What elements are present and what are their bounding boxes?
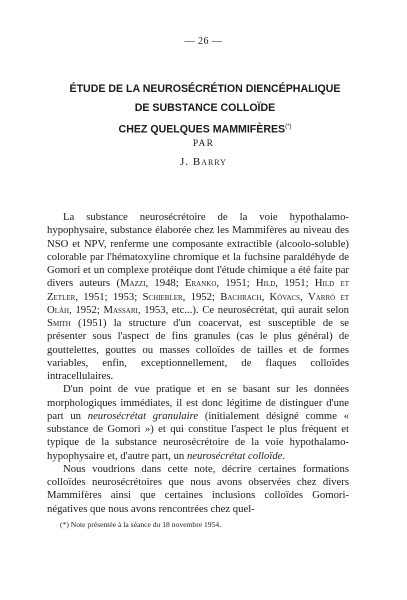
paragraph-text: (1951) la structure d'un coacervat, est susceptible de se présenter sous l'aspect de fins granules (cas le plus général) de gouttelettes, gouttes ou masses colloïdes de tailles et de formes variables, enfin, exceptionnellement, de flaques colloïdes intracellulaires.: [47, 317, 349, 382]
footnote: (*) Note présentée à la séance du 18 novembre 1954.: [60, 520, 222, 529]
footnote-mark: (*): [285, 124, 292, 130]
author-citation: Mazzi: [120, 277, 146, 290]
paragraph-text: .: [282, 449, 286, 462]
body-paragraph: [47, 383, 349, 463]
author-name: [0, 156, 407, 168]
paragraph-text: , 1951;: [275, 277, 315, 290]
author-citation: Eranko: [184, 277, 217, 290]
title-line-2: DE SUBSTANCE COLLOÏDE: [134, 102, 276, 114]
paragraph-text: , 1951;: [216, 277, 256, 290]
title-line-3: [40, 118, 370, 140]
title-line-1: ÉTUDE DE LA NEUROSÉCRÉTION DIENCÉPHALIQUE: [69, 83, 341, 95]
emphasized-term: neurosécrétat granulaire: [87, 409, 199, 422]
paragraph-text: , 1953, etc...). Ce neurosécrétat, qui aurait selon: [137, 303, 349, 316]
author-citation: Varró et Oláh: [47, 290, 350, 316]
title-line-3-text: CHEZ QUELQUES MAMMIFÈRES: [118, 123, 286, 136]
article-body: [47, 211, 349, 516]
paragraph-text: (initialement désigné comme « substance de Gomori ») et qui constitue l'aspect le plus fréquent et typique de la substance neurosécrétoire de la voie hypothalamo-hypophysaire et, d'autre part, un: [47, 409, 349, 462]
author-citation: Schiebler: [142, 290, 183, 303]
paragraph-text: ,: [300, 290, 309, 303]
author-citation: Bachrach: [220, 290, 262, 303]
author-surname: Barry: [192, 156, 227, 168]
author-initial: J.: [180, 156, 190, 168]
byline-par: PAR: [192, 139, 215, 149]
paragraph-text: Nous voudrions dans cette note, décrire certaines formations colloïdes neurosécrétoires que nous avons observées chez divers Mammifères ainsi que certaines inclusions colloïdes Gomori-négatives que nous avons rencontrées chez quel-: [47, 462, 349, 515]
author-citation: Hild et Zetler: [47, 277, 349, 303]
paragraph-text: La substance neurosécrétoire de la voie hypothalamo-hypophysaire, substance élaborée chez les Mammifères au niveau des NSO et NPV, renferme une composante extractible (alcoolo-soluble) colorable par l'hématoxyline chromique et la fuchsine paraldéhyde de Gomori et un complexe protéique dont l'étude chimique a été faite par divers auteurs (: [47, 211, 349, 290]
article-title: [40, 80, 370, 140]
paragraph-text: ,: [261, 290, 270, 303]
author-citation: Kövacs: [269, 290, 301, 303]
body-paragraph: [47, 463, 349, 516]
paragraph-text: , 1952;: [182, 290, 221, 303]
emphasized-term: neurosécrétat colloïde: [186, 449, 283, 462]
body-paragraph: [47, 211, 349, 383]
paragraph-text: , 1948;: [145, 277, 185, 290]
paragraph-text: , 1952;: [69, 303, 104, 316]
paragraph-text: D'un point de vue pratique et en se basant sur les données morphologiques immédiates, il est donc légitime de distinguer d'une part un: [47, 383, 349, 422]
author-citation: Massari: [103, 303, 138, 316]
author-citation: Hild: [255, 277, 276, 290]
paragraph-text: , 1951; 1953;: [75, 290, 143, 303]
page-number: — 26 —: [184, 36, 223, 47]
author-citation: Smith: [47, 317, 71, 329]
